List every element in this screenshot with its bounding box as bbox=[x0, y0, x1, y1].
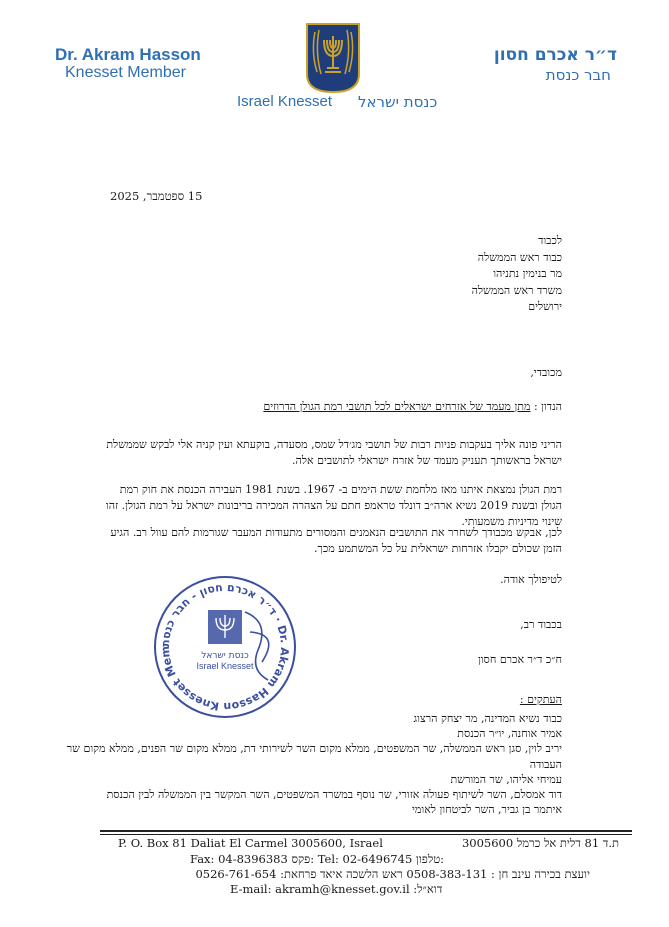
recipient-line: לכבוד bbox=[538, 234, 562, 247]
knesset-emblem-icon bbox=[305, 22, 361, 94]
stamp-ring-text: ד״ר אכרם חסון - חבר כנסת · Dr. Akram Hasson Knesset Mem bbox=[158, 580, 292, 714]
cc-list bbox=[62, 711, 562, 817]
footer-divider bbox=[100, 830, 632, 832]
body-paragraph: רמת הגולן נמצאת איתנו מאז מלחמת ששת הימים ב- 1967. בשנת 1981 העבירה הכנסת את חוק רמת הגולן ובשנת 2019 נשיא ארה״ב דונלד טראמפ חתם על הצהרה המכירה בריבונות ישראל על רמת הגולן. זהו שינוי מדיניות משמעותי. bbox=[105, 483, 562, 528]
sender-title-english: Knesset Member bbox=[65, 64, 186, 81]
cc-heading: העתקים : bbox=[519, 693, 562, 706]
recipient-line: כבוד ראש הממשלה bbox=[477, 250, 562, 264]
regards-line: בכבוד רב, bbox=[520, 618, 562, 631]
recipient-line: ירושלים bbox=[528, 300, 562, 313]
official-stamp bbox=[150, 572, 300, 722]
footer-email: E-mail: akramh@knesset.gov.il :דוא״ל bbox=[230, 882, 443, 896]
footer-address-english: P. O. Box 81 Daliat El Carmel 3005600, Israel bbox=[118, 836, 383, 850]
cc-item: איתמר בן גביר, השר לביטחון לאומי bbox=[411, 803, 562, 817]
cc-item: דוד אמסלם, השר לשיתוף פעולה אזורי, שר נוסף במשרד המשפטים, השר המקשר בין הממשלה לבין הכנסת bbox=[106, 788, 562, 802]
subject-text: מתן מעמד של אזרחים ישראלים לכל תושבי רמת הגולן הדרוזים bbox=[263, 400, 531, 413]
stamp-inner-hebrew: כנסת ישראל bbox=[201, 651, 249, 661]
footer-address-hebrew: ת.ד 81 דלית אל כרמל 3005600 bbox=[461, 836, 619, 850]
sender-name-hebrew: ד״ר אכרם חסון bbox=[493, 45, 617, 65]
closing-line: לטיפולך אודה. bbox=[500, 573, 562, 586]
cc-item: אמיר אוחנה, יו״ר הכנסת bbox=[457, 727, 562, 741]
signature-name: ח״כ ד״ר אכרם חסון bbox=[477, 653, 562, 666]
knesset-name-english: Israel Knesset bbox=[237, 93, 333, 110]
recipient-block bbox=[262, 233, 562, 316]
cc-item: יריב לוין, סגן ראש הממשלה, שר המשפטים, ממלא מקום השר לשירותי דת, ממלא מקום שר הפנים, ממלא מקום שר העבודה bbox=[66, 742, 562, 771]
sender-name-english: Dr. Akram Hasson bbox=[55, 45, 201, 64]
recipient-line: משרד ראש הממשלה bbox=[471, 283, 562, 297]
greeting: מכובדי, bbox=[530, 366, 562, 379]
subject-label: הנדון : bbox=[533, 400, 562, 413]
letter-date: 15 ספטמבר, 2025 bbox=[110, 189, 203, 203]
recipient-line: מר בנימין נתניהו bbox=[493, 267, 562, 280]
footer-divider bbox=[100, 834, 632, 835]
body-paragraph: הריני פונה אליך בעקבות פניות רבות של תושבי מג׳דל שמס, מסעדה, בוקעתא ועין קניה אלי לבקש שממשלת ישראל בראשותך תעניק מעמד של אזרח ישראלי לתושבים אלה. bbox=[106, 438, 562, 467]
sender-title-hebrew: חבר כנסת bbox=[545, 66, 611, 84]
cc-item: כבוד נשיא המדינה, מר יצחק הרצוג bbox=[413, 712, 562, 725]
cc-item: עמיחי אליהו, שר המורשת bbox=[450, 772, 562, 786]
subject-line bbox=[42, 400, 562, 413]
body-paragraph: לכן, אבקש מכבודך לשחרר את התושבים הנאמנים והמסורים מתעודות המעבר שגורמות להם עוול רב. הגיע הזמן שכולם יקבלו אזרחות ישראלית על כל המשתמע מכך. bbox=[110, 526, 562, 555]
stamp-inner-english: Israel Knesset bbox=[196, 661, 254, 671]
knesset-name-hebrew: כנסת ישראל bbox=[358, 93, 438, 111]
footer-staff-contacts: יועצת בכירה עינב חן : 0508-383-131 ראש הלשכה איאד פרחאת: 0526-761-654 bbox=[195, 867, 590, 881]
footer-phones: Fax: 04-8396383 פקס: Tel: 02-6496745 טלפון: bbox=[190, 852, 445, 866]
